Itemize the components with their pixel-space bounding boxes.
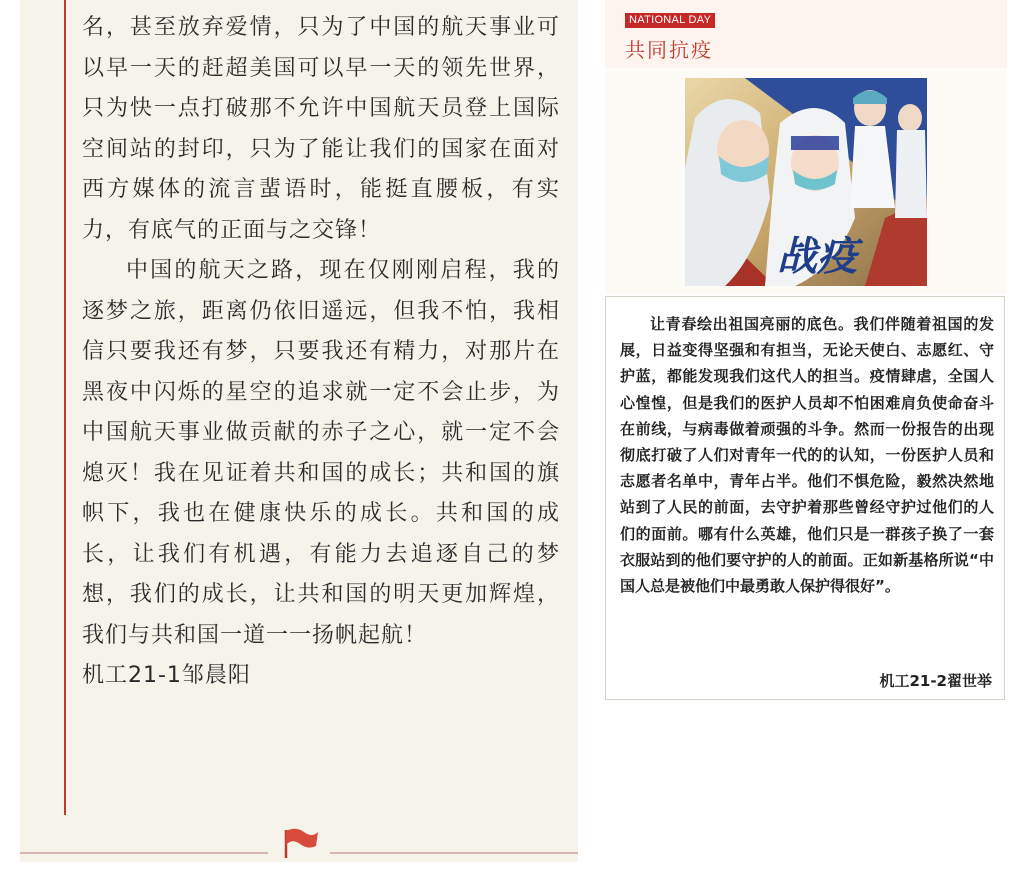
- left-red-rule: [64, 0, 66, 815]
- right-article-text: [620, 311, 994, 599]
- bottom-divider-right: [330, 852, 578, 854]
- left-signature: 机工21-1邹晨阳: [82, 663, 251, 688]
- right-article-body: [605, 296, 1005, 700]
- right-article-header: [605, 0, 1007, 68]
- national-day-badge: NATIONAL DAY: [625, 13, 715, 28]
- right-paragraph: 让青春绘出祖国亮丽的底色。我们伴随着祖国的发展，日益变得坚强和有担当，无论天使白、志愿红、守护蓝，都能发现我们这代人的担当。疫情肆虐，全国人心惶惶，但是我们的医护人员却不怕困难肩负使命奋斗在前线，与病毒做着顽强的斗争。然而一份报告的出现彻底打破了人们对青年一代的的认知，一份医护人员和志愿者名单中，青年占半。他们不惧危险，毅然决然地站到了人民的前面，去守护着那些曾经守护过他们的人们的面前。哪有什么英雄，他们只是一群孩子换了一套衣服站到的他们要守护的人的前面。正如新基格所说“中国人总是被他们中最勇敢人保护得很好”。: [620, 315, 994, 596]
- right-article-title: 共同抗疫: [625, 38, 713, 62]
- bottom-divider-left: [20, 852, 268, 854]
- left-paragraph-2: 中国的航天之路，现在仅刚刚启程，我的逐梦之旅，距离仍依旧遥远，但我不怕，我相信只要我还有梦，只要我还有精力，对那片在黑夜中闪烁的星空的追求就一定不会止步，为中国航天事业做贡献的赤子之心，就一定不会熄灭！我在见证着共和国的成长；共和国的旗帜下，我也在健康快乐的成长。共和国的成长，让我们有机遇，有能力去追逐自己的梦想，我们的成长，让共和国的明天更加辉煌，我们与共和国一道一一扬帆起航！: [82, 258, 560, 648]
- red-flag-icon: [280, 826, 320, 860]
- anti-epidemic-poster-image: [685, 78, 927, 286]
- left-article-text: [82, 8, 560, 697]
- left-paragraph-1: 名，甚至放弃爱情，只为了中国的航天事业可以早一天的赶超美国可以早一天的领先世界，只为快一点打破那不允许中国航天员登上国际空间站的封印，只为了能让我们的国家在面对西方媒体的流言蜚语时，能挺直腰板，有实力，有底气的正面与之交锋！: [82, 15, 560, 243]
- right-signature: 机工21-2翟世举: [879, 672, 992, 690]
- left-article-panel: [20, 0, 578, 862]
- poster-caption: 战疫: [777, 233, 857, 280]
- poster-area: [605, 68, 1007, 294]
